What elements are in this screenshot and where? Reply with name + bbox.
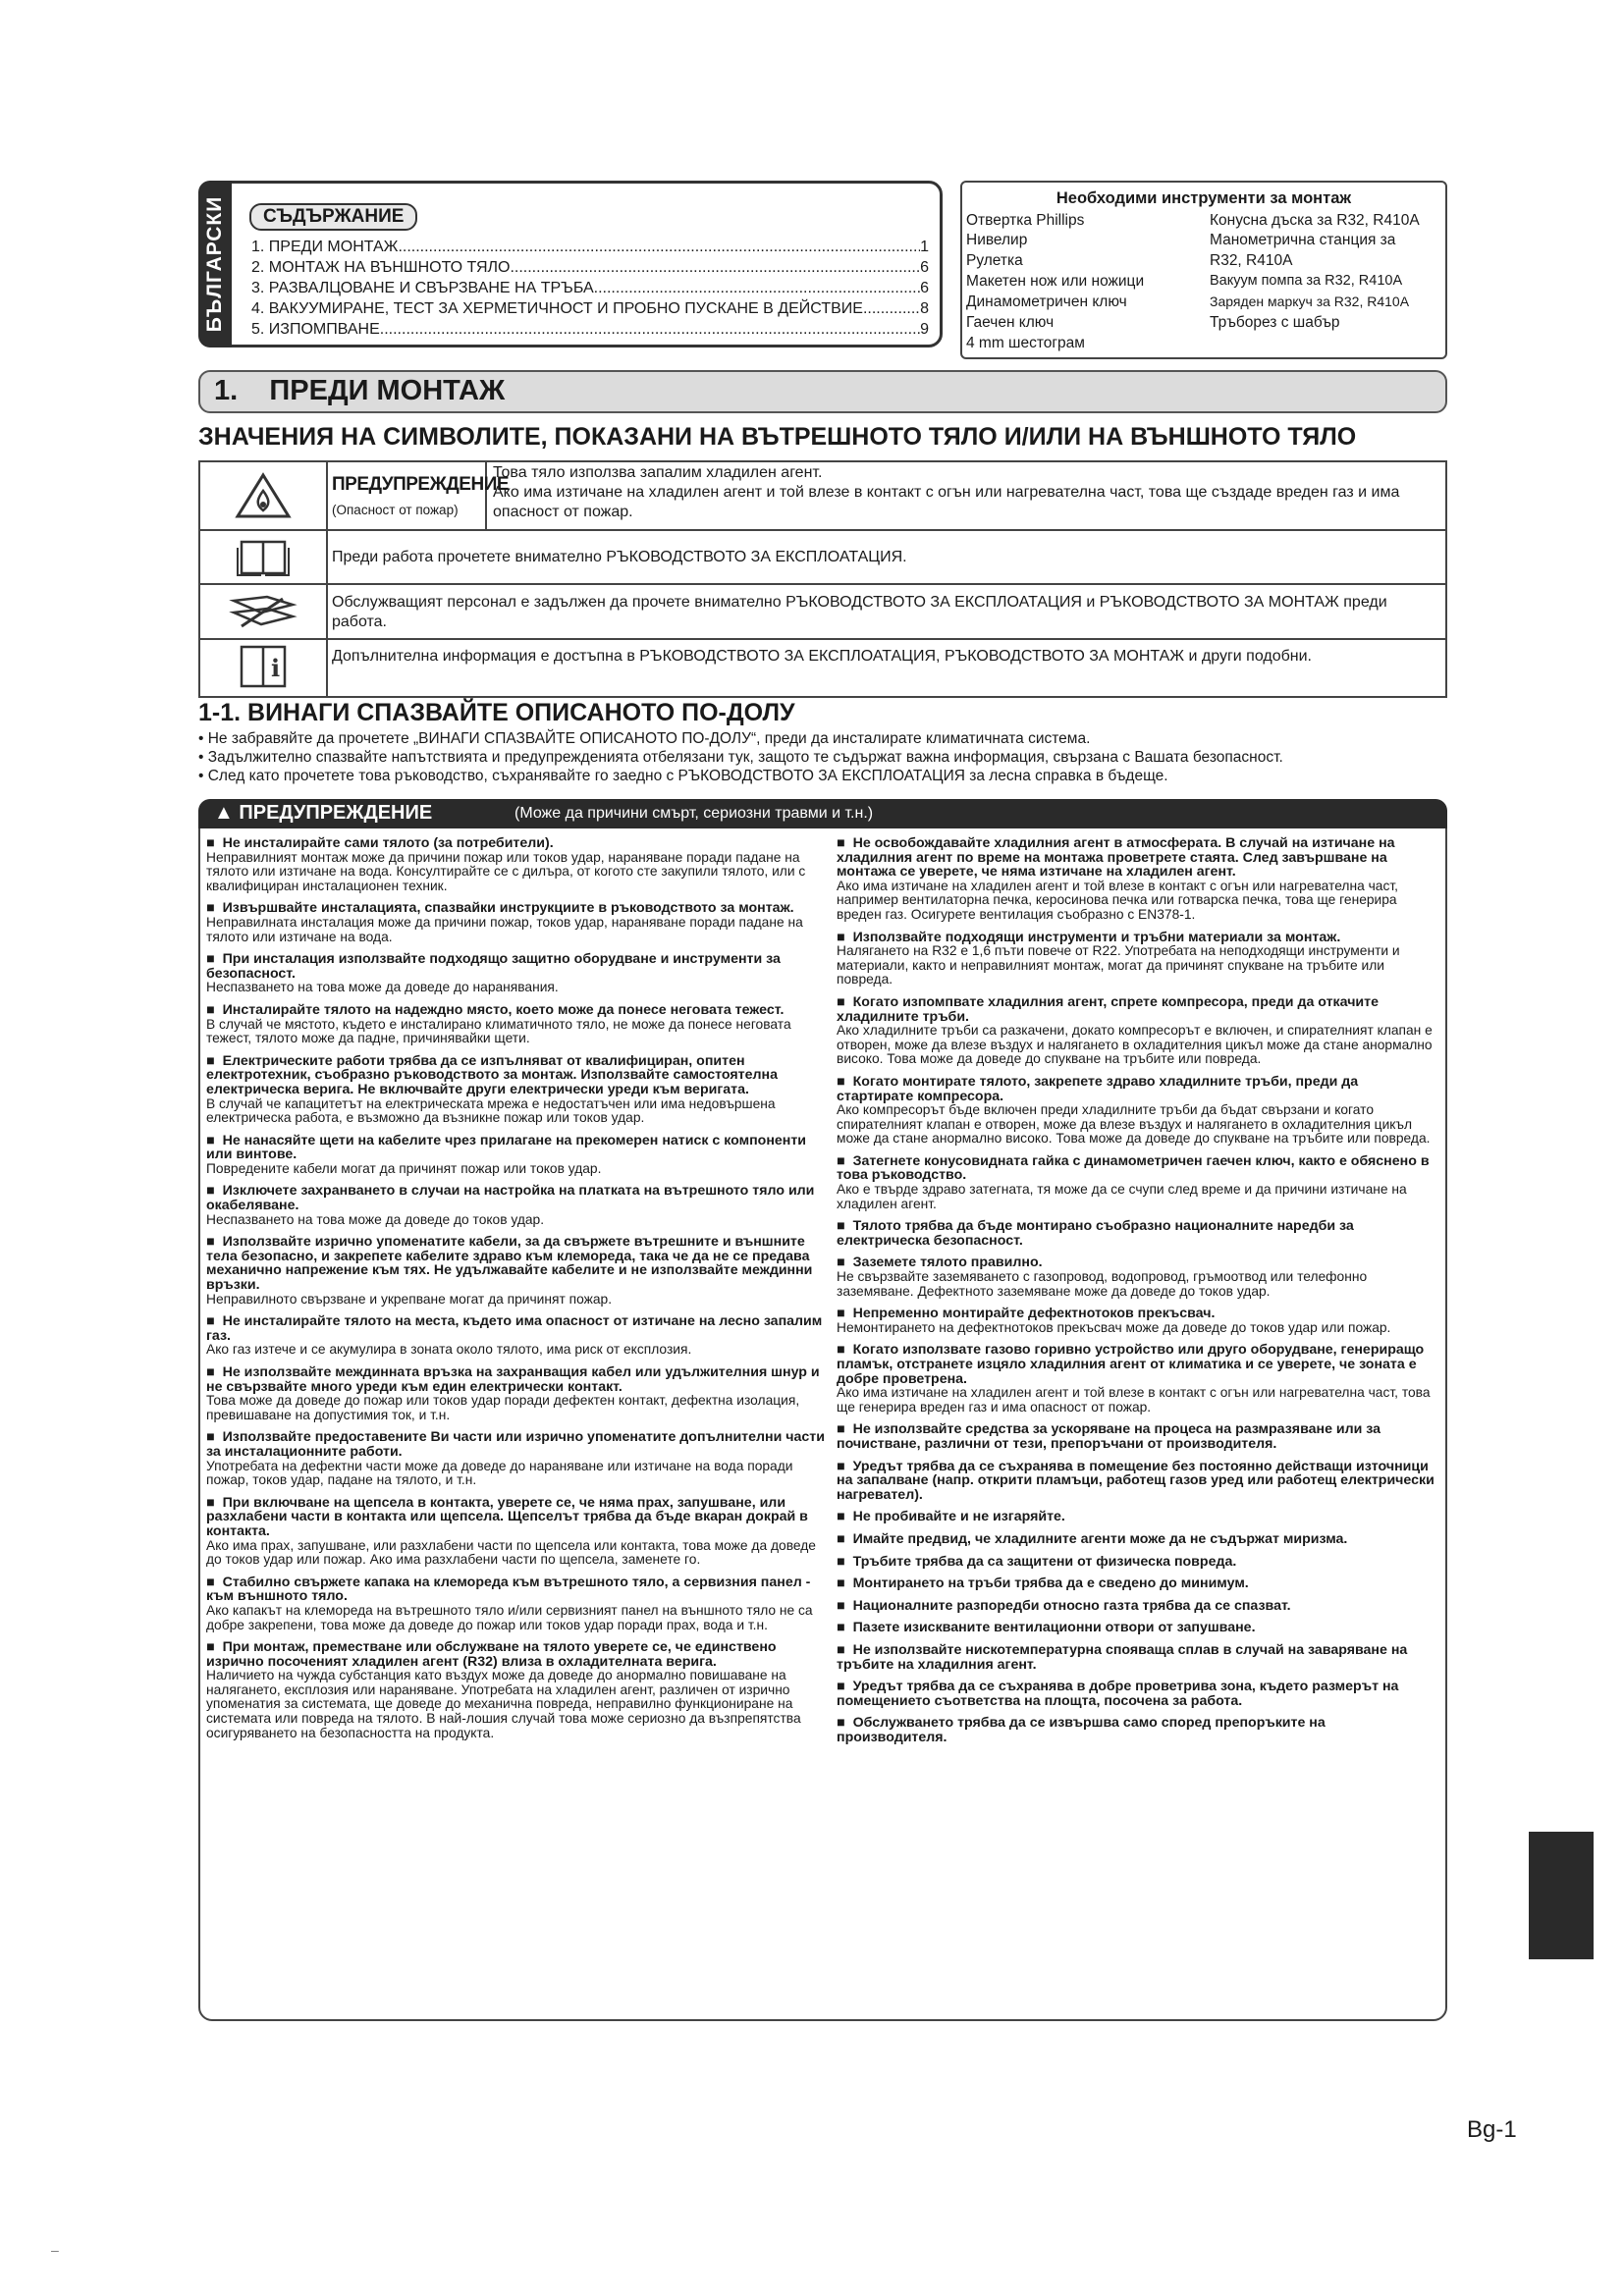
warning-header-label: ▲ ПРЕДУПРЕЖДЕНИЕ <box>214 802 433 824</box>
warning-item-body: Неспазването на това може да доведе до токов удар. <box>206 1211 545 1227</box>
tool-item: Манометрична станция за <box>1210 232 1396 248</box>
warning-item-title: ■ Стабилно свържете капака на клемореда към вътрешното тяло, а сервизния панел - към външното тяло. <box>206 1575 831 1604</box>
toc-entry[interactable]: 2. МОНТАЖ НА ВЪНШНОТО ТЯЛО ..... 6 <box>251 258 929 278</box>
warning-header-subtitle: (Може да причини смърт, сериозни травми и т.н.) <box>514 805 874 822</box>
warning-item-body: Ако газ изтече и се акумулира в зоната около тялото, има риск от експлозия. <box>206 1342 692 1358</box>
tool-item: R32, R410A <box>1210 252 1293 269</box>
warning-item-title: ■ Използвайте изрично упоменатите кабели, за да свържете вътрешните и външните тела безопасно, и закрепете кабелите здраво към клемореда, така че да не се предава механично напрежение към тях. Не удължавайте кабелите и не използвайте междинни връзки. <box>206 1235 831 1292</box>
warning-column-left <box>206 836 831 1740</box>
warning-label: ПРЕДУПРЕЖДЕНИЕ <box>332 474 510 495</box>
warning-item-title: ■ При включване на щепсела в контакта, уверете се, че няма прах, запушване, или разхлабени части в контакта или щепсела. Щепселът трябва да бъде вкаран докрай в контакта. <box>206 1496 831 1539</box>
warning-item-body: Неправилният монтаж може да причини пожар или токов удар, нараняване поради падане на тялото или изтичане на вода. Консултирайте се с дилъра, от когото сте закупили тялото, или с квалифициран инсталационен техник. <box>206 849 806 893</box>
warning-item-body: Повредените кабели могат да причинят пожар или токов удар. <box>206 1160 602 1176</box>
tool-item: Гаечен ключ <box>966 314 1055 331</box>
table-divider <box>485 460 487 529</box>
warning-item-title: ■ Не освобождавайте хладилния агент в атмосферата. В случай на изтичане на хладилния агент по време на монтажа проветрете стаята. След завършване на монтажа се уверете, че няма изтичане на хладилен агент. <box>837 836 1437 880</box>
page-tab-marker <box>1529 1832 1594 1959</box>
warning-item-title: ■ Не използвайте нискотемпературна спояваща сплав в случай на заваряване на тръбите на хладилния агент. <box>837 1643 1437 1672</box>
warning-item-title: ■ Използвайте предоставените Ви части или изрично упоменатите допълнителни части за инсталационните работи. <box>206 1430 831 1459</box>
warning-column-right <box>837 836 1437 1744</box>
warning-item-title: ■ Извършвайте инсталацията, спазвайки инструкциите в ръководството за монтаж. <box>206 901 831 916</box>
tool-item: Нивелир <box>966 232 1028 248</box>
warning-item-title: ■ Не използвайте междинната връзка на захранващия кабел или удължителния шнур и не свързвайте много уреди към един електрически контакт. <box>206 1365 831 1394</box>
tool-item: Конусна дъска за R32, R410A <box>1210 212 1420 229</box>
toc-entry[interactable]: 5. ИЗПОМПВАНЕ ..... 9 <box>251 320 929 340</box>
warning-item-title: ■ Обслужването трябва да се извършва само според препоръките на производителя. <box>837 1716 1437 1744</box>
tools-title: Необходими инструменти за монтаж <box>1056 189 1352 207</box>
bullet-item: • След като прочетете това ръководство, съхранявайте го заедно с РЪКОВОДСТВОТО ЗА ЕКСПЛОАТАЦИЯ за лесна справка в бъдеще. <box>198 768 1168 784</box>
warning-item-title: ■ Уредът трябва да се съхранява в помещение без постоянно действащи източници на запалване (напр. открити пламъци, работещ газов уред или работещ електрически нагревател). <box>837 1460 1437 1503</box>
warning-item-body: Наличието на чужда субстанция като въздух може да доведе до анормално повишаване на налягането, експлозия или нараняване. Употребата на хладилен агент, различен от изрично упоменатия за системата, ще доведе до механична повреда, неправилно функциониране на системата или повреда на тялото. В най-лошия случай това може сериозно да възпрепятства осигуряването на безопасността на продукта. <box>206 1668 801 1740</box>
warning-item-title: ■ Не нанасяйте щети на кабелите чрез прилагане на прекомерен натиск с компоненти или винтове. <box>206 1134 831 1162</box>
warning-item-title: ■ Монтирането на тръби трябва да е сведено до минимум. <box>837 1576 1437 1591</box>
symbol-text: Допълнителна информация е достъпна в РЪКОВОДСТВОТО ЗА ЕКСПЛОАТАЦИЯ, РЪКОВОДСТВОТО ЗА МОНТАЖ и други подобни. <box>332 648 1312 665</box>
bullet-item: • Задължително спазвайте напътствията и предупрежденията отбелязани тук, защото те съдържат важна информация, свързана с Вашата безопасност. <box>198 749 1283 766</box>
symbol-text: Обслужващият персонал е задължен да прочете внимателно РЪКОВОДСТВОТО ЗА ЕКСПЛОАТАЦИЯ и РЪКОВОДСТВОТО ЗА МОНТАЖ преди работа. <box>332 594 1387 630</box>
warning-item-title: ■ Не инсталирайте тялото на места, където има опасност от изтичане на лесно запалим газ. <box>206 1314 831 1343</box>
warning-item-title: ■ Изключете захранването в случаи на настройка на платката на вътрешното тяло или окабеляване. <box>206 1184 831 1212</box>
warning-sublabel: (Опасност от пожар) <box>332 503 459 517</box>
warning-item-title: ■ Пазете изискваните вентилационни отвори от запушване. <box>837 1621 1437 1635</box>
warning-item-title: ■ Имайте предвид, че хладилните агенти може да не съдържат миризма. <box>837 1532 1437 1547</box>
table-divider <box>198 583 1447 585</box>
warning-item-body: Употребата на дефектни части може да доведе до нараняване или изтичане на вода поради пожар, токов удар, падане на тялото, и т.н. <box>206 1458 793 1488</box>
warning-item-title: ■ Когато изпомпвате хладилния агент, спрете компресора, преди да откачите хладилните тръби. <box>837 995 1437 1024</box>
symbol-text: Ако има изтичане на хладилен агент и той влезе в контакт с огън или нагревателна част, това ще създаде вреден газ и има опасност от пожар. <box>493 484 1400 520</box>
warning-item-title: ■ Използвайте подходящи инструменти и тръбни материали за монтаж. <box>837 931 1437 945</box>
warning-item-title: ■ Електрическите работи трябва да се изпълняват от квалифициран, опитен електротехник, съобразно ръководството за монтаж. Използвайте самостоятелна електрическа верига. Не включвайте други електрически уреди към веригата. <box>206 1054 831 1097</box>
toc-title: СЪДЪРЖАНИЕ <box>249 203 417 231</box>
warning-item-body: Не свързвайте заземяването с газопровод, водопровод, гръмоотвод или телефонно заземяване. Дефектното заземяване може да доведе до токов удар. <box>837 1269 1368 1299</box>
tool-item: Отвертка Phillips <box>966 212 1085 229</box>
warning-item-body: Ако компресорът бъде включен преди хладилните тръби да бъдат свързани и когато спирателният клапан е отворен, може да влезе въздух и налягането в охладителния цикъл може да стане анормално високо. Това може да доведе до спукване на тръбите или повреда. <box>837 1102 1431 1147</box>
service-manual-icon <box>228 591 298 637</box>
language-tab <box>198 181 232 347</box>
page-number: Bg-1 <box>1467 2116 1517 2143</box>
tool-item: Макетен нож или ножици <box>966 273 1145 290</box>
warning-item-title: ■ Затегнете конусовидната гайка с динамометричен гаечен ключ, както е обяснено в това ръководство. <box>837 1154 1437 1183</box>
table-divider <box>198 529 1447 531</box>
symbols-heading: ЗНАЧЕНИЯ НА СИМВОЛИТЕ, ПОКАЗАНИ НА ВЪТРЕШНОТО ТЯЛО И/ИЛИ НА ВЪНШНОТО ТЯЛО <box>198 423 1357 451</box>
warning-item-body: В случай че капацитетът на електрическата мрежа е недостатъчен или има недовършена електрическа работа, е възможно да възникне пожар или токов удар. <box>206 1095 776 1126</box>
toc-entry[interactable]: 3. РАЗВАЛЦОВАНЕ И СВЪРЗВАНЕ НА ТРЪБА ..... 6 <box>251 279 929 298</box>
language-label: БЪЛГАРСКИ <box>203 195 226 333</box>
warning-item-title: ■ Тръбите трябва да са защитени от физическа повреда. <box>837 1555 1437 1570</box>
tool-item: Динамометричен ключ <box>966 294 1127 310</box>
warning-item-body: Ако има изтичане на хладилен агент и той влезе в контакт с огън или нагревателна част, например вентилаторна печка, керосинова печка или готварска печка, това ще генерира вреден газ. Осигурете вентилация съобразно с EN378-1. <box>837 878 1398 922</box>
warning-item-title: ■ При инсталация използвайте подходящо защитно оборудване и инструменти за безопасност. <box>206 952 831 981</box>
warning-item-body: Ако капакът на клемореда на вътрешното тяло и/или сервизният панел на външното тяло не са добре закрепени, това може да доведе до пожар или токов удар поради прах, вода и т.н. <box>206 1602 813 1632</box>
toc-entry[interactable]: 1. ПРЕДИ МОНТАЖ ..... 1 <box>251 238 929 257</box>
tool-item: 4 mm шестограм <box>966 335 1085 351</box>
warning-item-body: В случай че мястото, където е инсталирано климатичното тяло, не може да понесе неговата тежест, тялото може да падне, причинявайки щети. <box>206 1016 791 1046</box>
warning-item-title: ■ Националните разпоредби относно газта трябва да се спазват. <box>837 1599 1437 1614</box>
warning-item-title: ■ Когато използвате газово горивно устройство или друго оборудване, генериращо пламък, отстранете изцяло хладилния агент от климатика и се уверете, че зоната е добре проветрена. <box>837 1343 1437 1386</box>
warning-item-title: ■ Непременно монтирайте дефектнотоков прекъсвач. <box>837 1307 1437 1321</box>
warning-item-body: Неправилната инсталация може да причини пожар, токов удар, нараняване поради падане на тялото или изтичане на вода. <box>206 914 803 944</box>
symbol-text: Преди работа прочетете внимателно РЪКОВОДСТВОТО ЗА ЕКСПЛОАТАЦИЯ. <box>332 549 907 565</box>
warning-item-body: Ако хладилните тръби са разкачени, докато компресорът е включен, и спирателният клапан е отворен, може да влезе въздух и налягането в охладителния цикъл може да стане анормално високо. Това може да доведе до спукване на тръбите или повреда. <box>837 1023 1433 1067</box>
warning-item-title: ■ Тялото трябва да бъде монтирано съобразно националните наредби за електрическа безопасност. <box>837 1219 1437 1248</box>
tool-item: Заряден маркуч за R32, R410A <box>1210 294 1410 309</box>
section-heading: 1. ПРЕДИ МОНТАЖ <box>214 375 506 406</box>
warning-item-body: Ако има прах, запушване, или разхлабени части по щепсела или контакта, това може да доведе до токов удар или пожар. Ако има разхлабени части по щепсела, заменете го. <box>206 1537 816 1568</box>
table-divider <box>198 638 1447 640</box>
info-book-icon <box>236 643 291 697</box>
bullet-item: • Не забравяйте да прочетете „ВИНАГИ СПАЗВАЙТЕ ОПИСАНОТО ПО-ДОЛУ“, преди да инсталирате климатичната система. <box>198 730 1091 747</box>
warning-item-body: Неспазването на това може да доведе до наранявания. <box>206 980 559 995</box>
warning-item-title: ■ Не инсталирайте сами тялото (за потребители). <box>206 836 831 851</box>
warning-item-title: ■ Заземете тялото правилно. <box>837 1255 1437 1270</box>
warning-item-title: ■ Когато монтирате тялото, закрепете здраво хладилните тръби, преди да стартирате компресора. <box>837 1075 1437 1103</box>
tool-item: Тръборез с шабър <box>1210 314 1340 331</box>
tool-item: Рулетка <box>966 252 1023 269</box>
footer-mark: – <box>51 2242 59 2258</box>
warning-item-body: Ако е твърде здраво затегната, тя може да се счупи след време и да причини изтичане на хладилен агент. <box>837 1182 1407 1211</box>
toc-entry[interactable]: 4. ВАКУУМИРАНЕ, ТЕСТ ЗА ХЕРМЕТИЧНОСТ И ПРОБНО ПУСКАНЕ В ДЕЙСТВИЕ ..... 8 <box>251 299 929 319</box>
warning-item-body: Неправилното свързване и укрепване могат да причинят пожар. <box>206 1291 613 1307</box>
svg-text:i: i <box>271 654 281 682</box>
warning-item-title: ■ Уредът трябва да се съхранява в добре проветрива зона, където размерът на помещението съответства на площта, посочена за работа. <box>837 1680 1437 1708</box>
symbol-text: Това тяло използва запалим хладилен агент. <box>493 464 823 481</box>
warning-item-body: Това може да доведе до пожар или токов удар поради дефектен контакт, дефектна изолация, превишаване на допустимия ток, и т.н. <box>206 1393 800 1422</box>
tool-item: Вакуум помпа за R32, R410A <box>1210 273 1403 289</box>
warning-item-title: ■ Инсталирайте тялото на надеждно място, което може да понесе неговата тежест. <box>206 1003 831 1018</box>
subsection-heading: 1-1. ВИНАГИ СПАЗВАЙТЕ ОПИСАНОТО ПО-ДОЛУ <box>198 699 795 726</box>
manual-book-icon <box>236 538 291 582</box>
table-divider <box>326 460 328 698</box>
flame-warning-icon <box>234 471 293 525</box>
warning-item-body: Налягането на R32 е 1,6 пъти повече от R22. Употребата на неподходящи инструменти и материали, както и неправилният монтаж, могат да причинят спукване на тръбите или повреда. <box>837 943 1400 988</box>
warning-item-title: ■ Не използвайте средства за ускоряване на процеса на размразяване или за почистване, различни от тези, препоръчани от производителя. <box>837 1422 1437 1451</box>
warning-item-title: ■ Не пробивайте и не изгаряйте. <box>837 1510 1437 1524</box>
warning-item-body: Немонтирането на дефектнотоков прекъсвач може да доведе до токов удар или пожар. <box>837 1319 1391 1335</box>
warning-item-title: ■ При монтаж, преместване или обслужване на тялото уверете се, че единствено изрично посоченият хладилен агент (R32) влиза в охладителната верига. <box>206 1640 831 1669</box>
warning-item-body: Ако има изтичане на хладилен агент и той влезе в контакт с огън или нагревателна част, това ще генерира вреден газ и има опасност от пожар. <box>837 1385 1431 1415</box>
